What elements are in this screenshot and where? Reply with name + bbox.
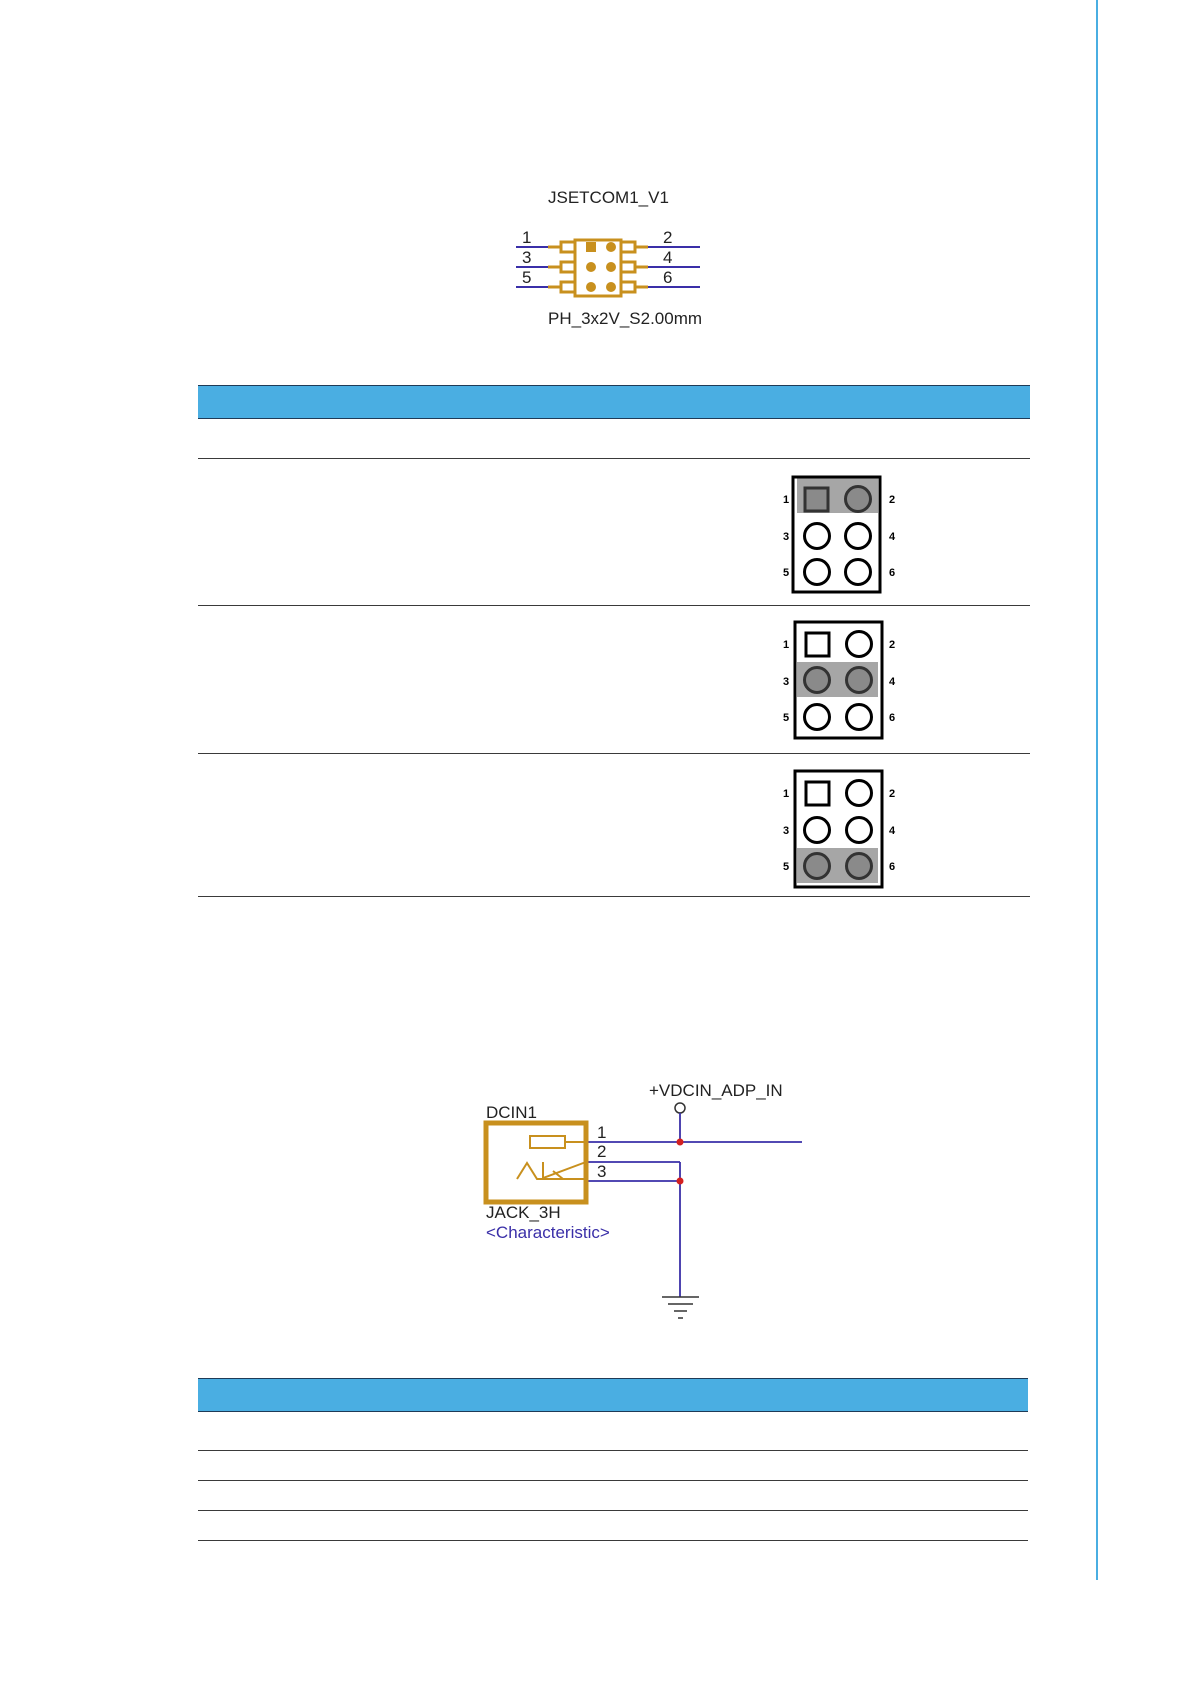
pin-label: 1 [783,494,790,506]
pin-number-1: 1 [522,228,532,247]
pin-label: 6 [889,712,896,724]
dc-table-divider [198,1540,1028,1541]
dc-table-header [198,1378,1028,1412]
power-net-label: +VDCIN_ADP_IN [649,1081,783,1100]
pin-label: 5 [783,712,790,724]
pin-label: 5 [783,567,790,579]
pin-label: 3 [783,531,790,543]
dc-jack-ref-label: DCIN1 [486,1103,538,1122]
pin-label: 6 [889,567,896,579]
dc-table-divider [198,1480,1028,1481]
dc-table-divider [198,1510,1028,1511]
pin-number-3: 3 [597,1162,607,1181]
dc-jack-symbol [486,1123,586,1202]
pin-label: 2 [889,494,896,506]
pin-number-6: 6 [663,268,673,287]
pin-label: 4 [889,825,896,837]
dc-table-divider [198,1450,1028,1451]
pin-number-5: 5 [522,268,532,287]
pin-number-2: 2 [597,1142,607,1161]
pin-label: 4 [889,676,896,688]
pin-label: 2 [889,788,896,800]
pin-label: 1 [783,788,790,800]
pin-label: 6 [889,861,896,873]
pin-label: 3 [783,676,790,688]
net-port-symbol [675,1103,685,1113]
ground-symbol [662,1297,699,1318]
dc-jack-part-label: JACK_3H [486,1203,561,1222]
jumper-ref-label: JSETCOM1_V1 [548,188,669,207]
jumper-footprint-label: PH_3x2V_S2.00mm [548,309,703,328]
pin-number-2: 2 [663,228,673,247]
pin-number-1: 1 [597,1123,607,1142]
dc-wires [586,1113,802,1297]
characteristic-label: <Characteristic> [486,1223,610,1242]
pin-number-3: 3 [522,248,532,267]
pin-label: 5 [783,861,790,873]
pin-label: 2 [889,639,896,651]
pin-label: 1 [783,639,790,651]
pin-number-4: 4 [663,248,673,267]
pin-label: 4 [889,531,896,543]
pin-label: 3 [783,825,790,837]
